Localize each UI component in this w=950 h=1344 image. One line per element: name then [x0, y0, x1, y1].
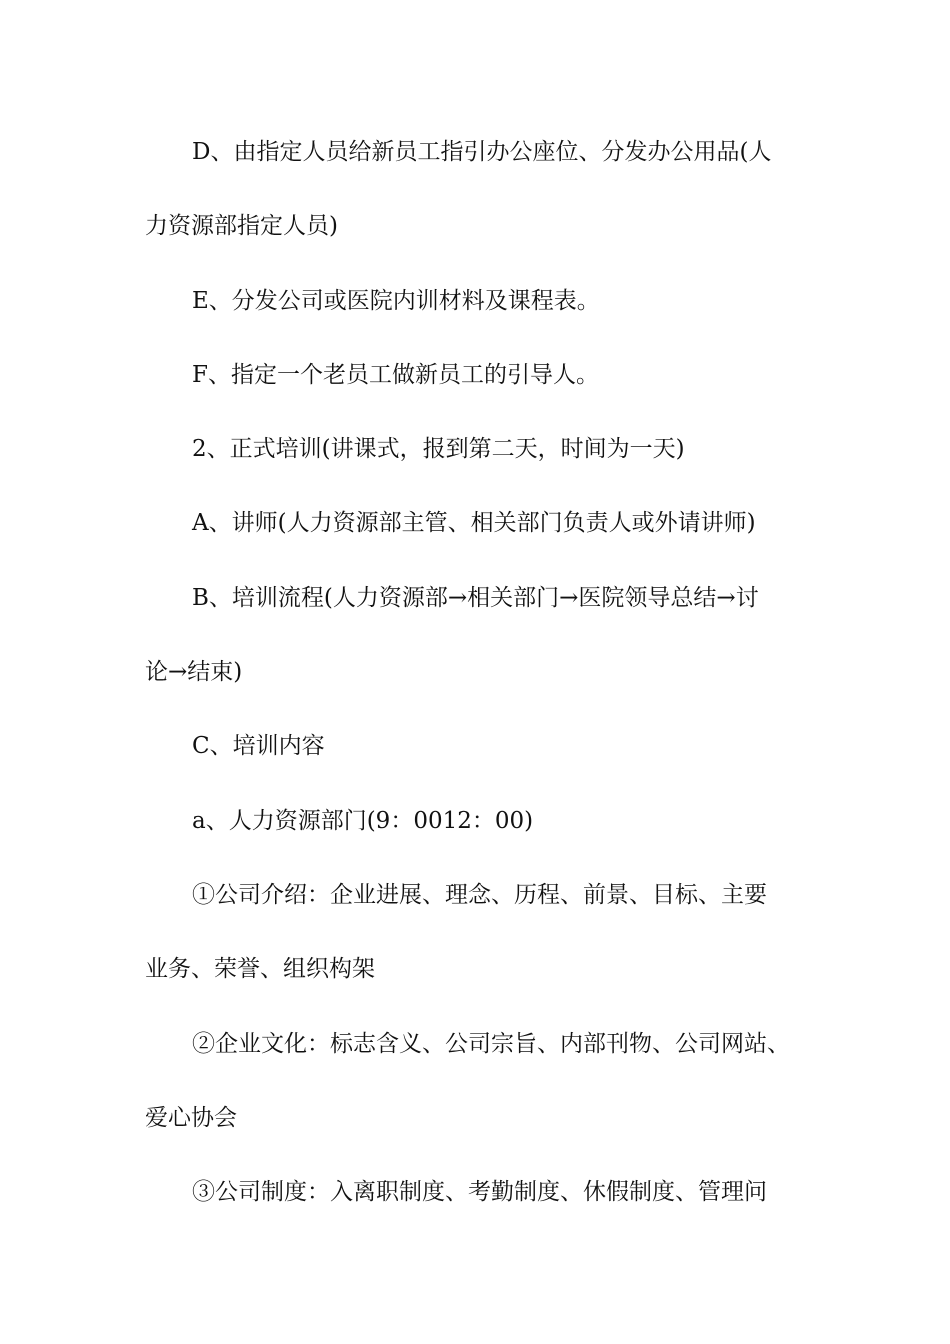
- paragraph-line: 爱心协会: [145, 1104, 237, 1131]
- paragraph-line: 2、正式培训(讲课式，报到第二天，时间为一天): [192, 436, 685, 463]
- paragraph-line: B、培训流程(人力资源部→相关部门→医院领导总结→讨: [192, 584, 759, 611]
- paragraph-line: E、分发公司或医院内训材料及课程表。: [192, 287, 600, 314]
- paragraph-line: ③公司制度：入离职制度、考勤制度、休假制度、管理问: [192, 1179, 767, 1206]
- paragraph-line: 力资源部指定人员): [145, 213, 338, 240]
- paragraph-line: A、讲师(人力资源部主管、相关部门负责人或外请讲师): [192, 510, 756, 537]
- document-body: [145, 134, 810, 1248]
- paragraph-line: D、由指定人员给新员工指引办公座位、分发办公用品(人: [192, 139, 772, 165]
- paragraph-line: ②企业文化：标志含义、公司宗旨、内部刊物、公司网站、: [192, 1030, 790, 1057]
- paragraph-line: ①公司介绍：企业进展、理念、历程、前景、目标、主要: [192, 881, 767, 908]
- paragraph-line: F、指定一个老员工做新员工的引导人。: [192, 361, 599, 388]
- paragraph-line: C、培训内容: [192, 733, 325, 760]
- paragraph-line: a、人力资源部门(9：0012：00): [192, 807, 534, 834]
- paragraph-line: 论→结束): [145, 659, 243, 686]
- paragraph-line: 业务、荣誉、组织构架: [145, 956, 375, 983]
